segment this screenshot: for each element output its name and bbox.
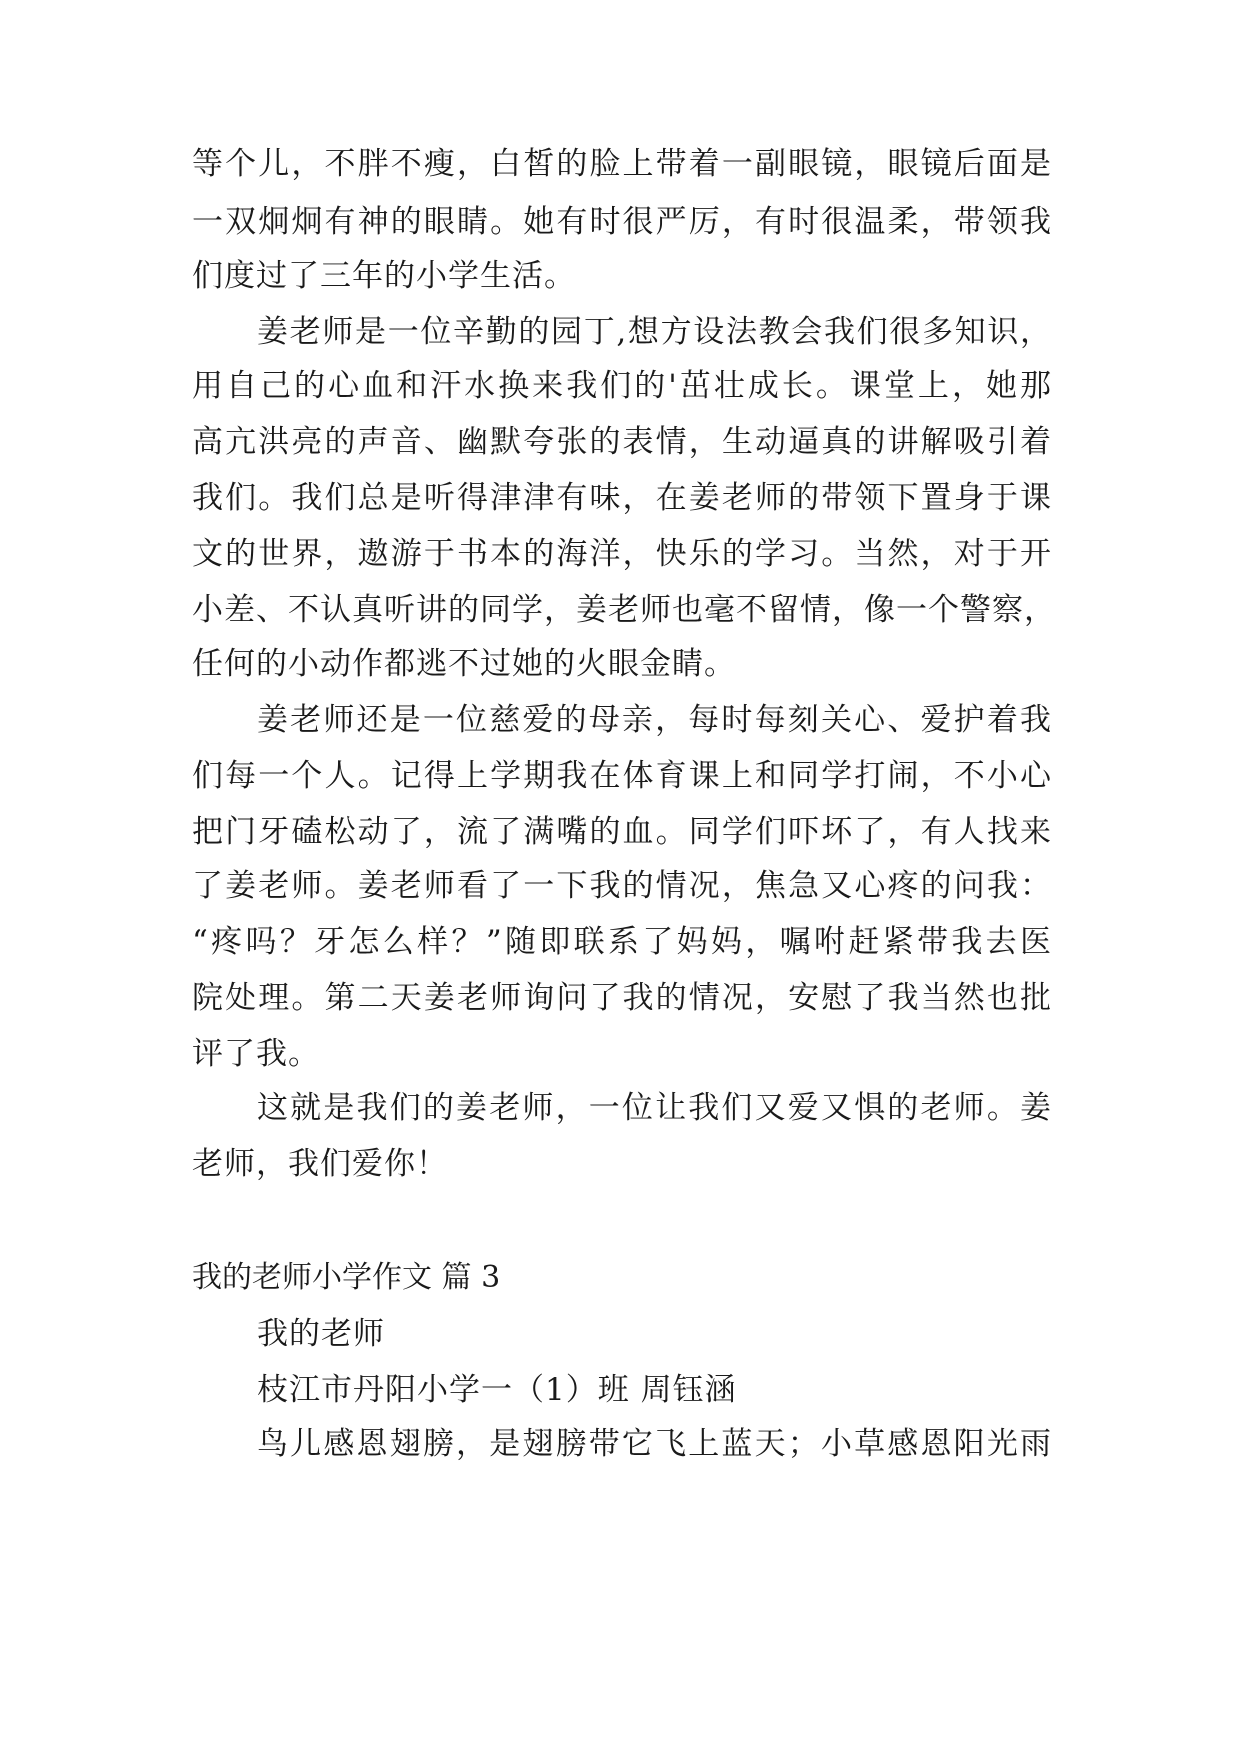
essay-byline: 枝江市丹阳小学一（1）班 周钰涵: [257, 1372, 737, 1408]
paragraph-3-line-7: 评了我。: [192, 1036, 320, 1072]
paragraph-4-line-2: 老师，我们爱你！: [192, 1146, 448, 1182]
paragraph-3-line-2: 们每一个人。记得上学期我在体育课上和同学打闹，不小心: [192, 758, 1052, 794]
paragraph-2-line-6: 小差、不认真听讲的同学，姜老师也毫不留情，像一个警察，: [192, 592, 1056, 628]
paragraph-3-line-3: 把门牙磕松动了，流了满嘴的血。同学们吓坏了，有人找来: [192, 814, 1052, 850]
essay-first-line: 鸟儿感恩翅膀，是翅膀带它飞上蓝天；小草感恩阳光雨: [257, 1426, 1052, 1462]
paragraph-3-line-4: 了姜老师。姜老师看了一下我的情况，焦急又心疼的问我：: [192, 868, 1052, 904]
paragraph-3-line-1: 姜老师还是一位慈爱的母亲，每时每刻关心、爱护着我: [257, 702, 1052, 738]
paragraph-2-line-5: 文的世界，遨游于书本的海洋，快乐的学习。当然，对于开: [192, 536, 1052, 572]
paragraph-2-line-7: 任何的小动作都逃不过她的火眼金睛。: [192, 646, 736, 682]
paragraph-1-line-1: 等个儿，不胖不瘦，白皙的脸上带着一副眼镜，眼镜后面是: [192, 146, 1052, 182]
paragraph-2-line-3: 高亢洪亮的声音、幽默夸张的表情，生动逼真的讲解吸引着: [192, 424, 1052, 460]
paragraph-2-line-2: 用自己的心血和汗水换来我们的'茁壮成长。课堂上，她那: [192, 368, 1052, 404]
paragraph-2-line-1: 姜老师是一位辛勤的园丁,想方设法教会我们很多知识，: [257, 314, 1052, 350]
paragraph-1-line-3: 们度过了三年的小学生活。: [192, 258, 576, 294]
section-heading: 我的老师小学作文 篇 3: [192, 1260, 501, 1295]
paragraph-2-line-4: 我们。我们总是听得津津有味，在姜老师的带领下置身于课: [192, 480, 1052, 516]
paragraph-3-line-6: 院处理。第二天姜老师询问了我的情况，安慰了我当然也批: [192, 980, 1052, 1016]
paragraph-4-line-1: 这就是我们的姜老师，一位让我们又爱又惧的老师。姜: [257, 1090, 1052, 1126]
paragraph-3-line-5: “疼吗？牙怎么样？”随即联系了妈妈，嘱咐赶紧带我去医: [192, 924, 1052, 960]
essay-title: 我的老师: [257, 1316, 385, 1352]
paragraph-1-line-2: 一双炯炯有神的眼睛。她有时很严厉，有时很温柔，带领我: [192, 204, 1052, 240]
